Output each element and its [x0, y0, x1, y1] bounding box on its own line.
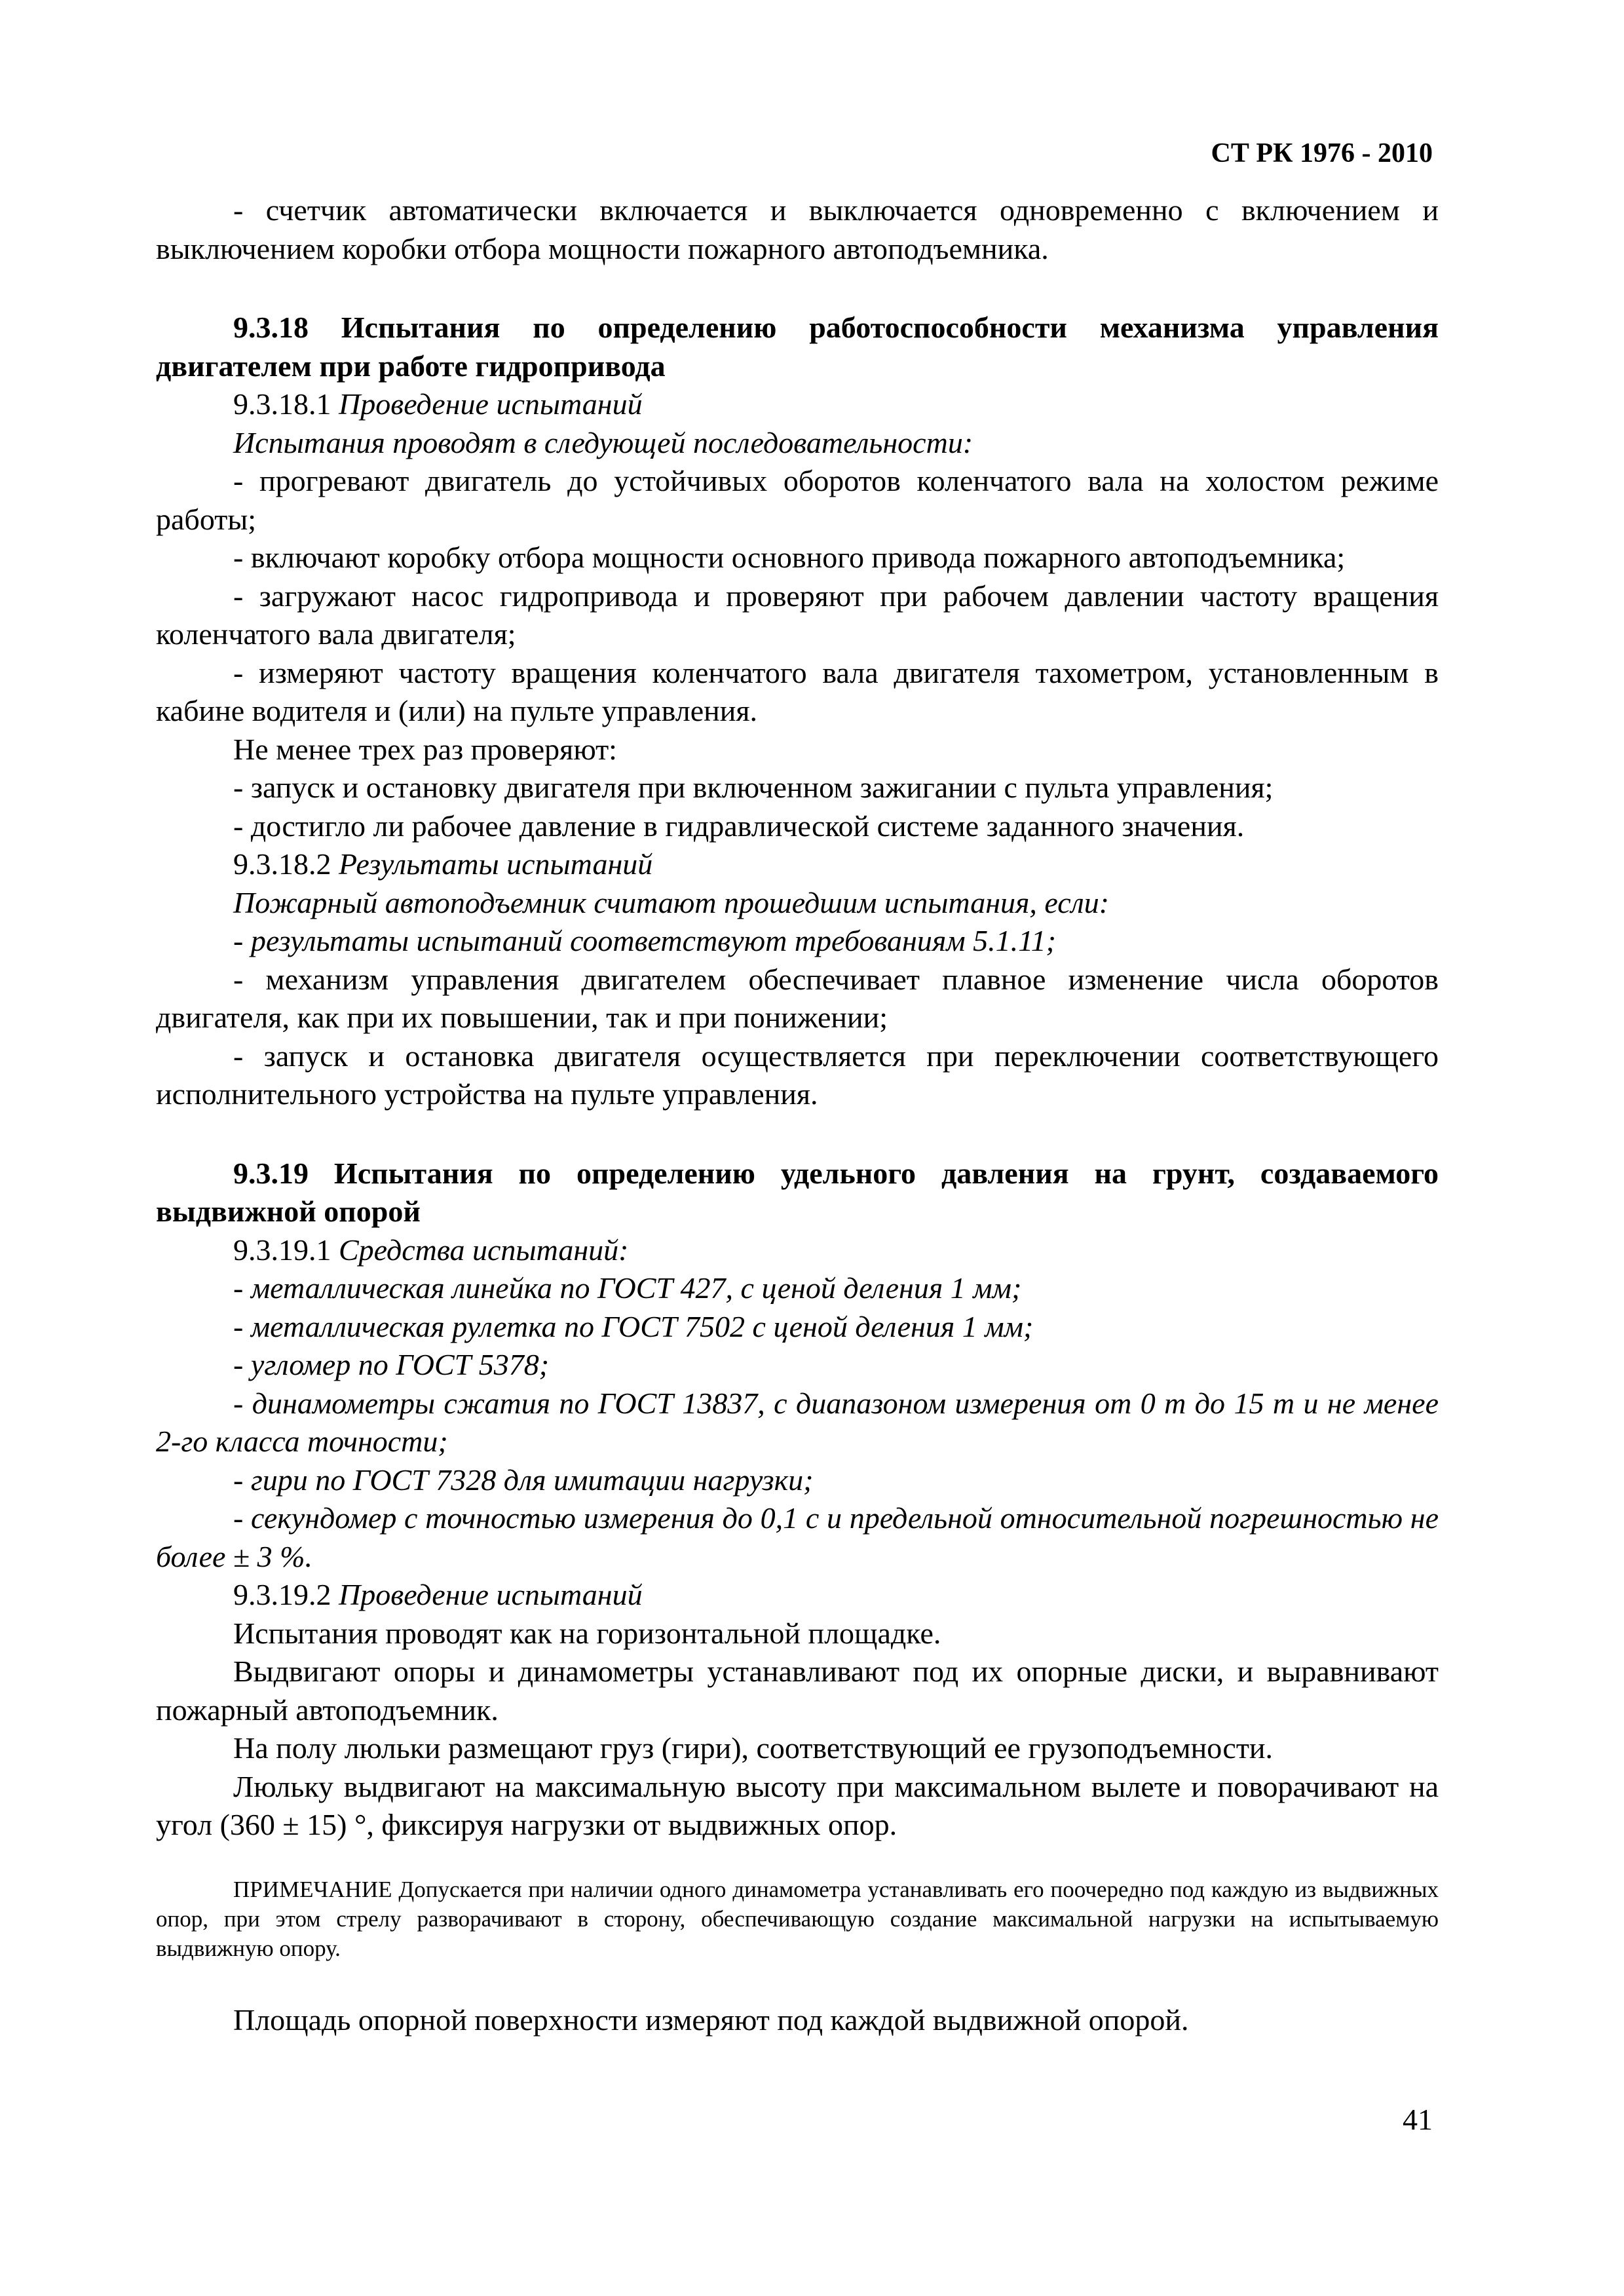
subsection-9-3-18-2 [156, 845, 1439, 884]
paragraph-counter: - счетчик автоматически включается и выключается одновременно с включением и выключением коробки отбора мощности пожарного автоподъемника. [156, 193, 1439, 265]
page-number: 41 [1403, 2103, 1433, 2136]
subsection-title: Проведение испытаний [339, 1578, 643, 1611]
sequence-intro: Испытания проводят в следующей последовательности: [233, 425, 973, 459]
list-item: - результаты испытаний соответствуют требованиям 5.1.11; [233, 924, 1056, 957]
standard-code-header: СТ РК 1976 - 2010 [1211, 138, 1433, 168]
subsection-9-3-19-1 [156, 1231, 1439, 1270]
list-item: - прогревают двигатель до устойчивых оборотов коленчатого вала на холостом режиме работы; [156, 464, 1439, 536]
list-item: - включают коробку отбора мощности основного привода пожарного автоподъемника; [233, 541, 1346, 574]
document-body [156, 191, 1439, 2039]
results-intro: Пожарный автоподъемник считают прошедшим испытания, если: [233, 885, 1110, 919]
list-item: - достигло ли рабочее давление в гидравлической системе заданного значения. [233, 809, 1245, 843]
list-item: - динамометры сжатия по ГОСТ 13837, с диапазоном измерения от 0 т до 15 т и не менее 2-го класса точности; [156, 1386, 1439, 1458]
subsection-number: 9.3.18.2 [233, 847, 331, 881]
list-item: - гири по ГОСТ 7328 для имитации нагрузки; [233, 1463, 814, 1497]
section-heading-9-3-19: 9.3.19 Испытания по определению удельного давления на грунт, создаваемого выдвижной опорой [156, 1156, 1439, 1228]
paragraph: Люльку выдвигают на максимальную высоту при максимальном вылете и поворачивают на угол (360 ± 15) °, фиксируя нагрузки от выдвижных опор. [156, 1769, 1439, 1841]
list-item: - угломер по ГОСТ 5378; [233, 1348, 550, 1381]
subsection-title: Средства испытаний: [339, 1233, 629, 1267]
list-item: - металлическая линейка по ГОСТ 427, с ценой деления 1 мм; [233, 1271, 1022, 1305]
subsection-9-3-18-1 [156, 385, 1439, 424]
subsection-number: 9.3.19.2 [233, 1578, 331, 1611]
list-item: - измеряют частоту вращения коленчатого вала двигателя тахометром, установленным в кабине водителя и (или) на пульте управления. [156, 655, 1439, 727]
final-paragraph: Площадь опорной поверхности измеряют под каждой выдвижной опорой. [233, 2002, 1189, 2037]
subsection-number: 9.3.18.1 [233, 387, 331, 421]
note-paragraph: ПРИМЕЧАНИЕ Допускается при наличии одного динамометра устанавливать его поочередно под каждую из выдвижных опор, при этом стрелу разворачивают в сторону, обеспечивающую создание максимальной нагрузки на испытываемую выдвижную опору. [156, 1876, 1439, 1961]
list-item: - металлическая рулетка по ГОСТ 7502 с ценой деления 1 мм; [233, 1309, 1034, 1343]
subsection-number: 9.3.19.1 [233, 1233, 331, 1267]
paragraph: Испытания проводят как на горизонтальной площадке. [233, 1616, 941, 1650]
subsection-9-3-19-2 [156, 1576, 1439, 1615]
subsection-title: Проведение испытаний [339, 387, 643, 421]
paragraph: Выдвигают опоры и динамометры устанавливают под их опорные диски, и выравнивают пожарный автоподъемник. [156, 1655, 1439, 1727]
check-intro: Не менее трех раз проверяют: [233, 732, 617, 766]
subsection-title: Результаты испытаний [339, 847, 653, 881]
list-item: - механизм управления двигателем обеспечивает плавное изменение числа оборотов двигателя, как при их повышении, так и при понижении; [156, 962, 1439, 1034]
list-item: - запуск и остановку двигателя при включенном зажигании с пульта управления; [233, 771, 1274, 804]
section-heading-9-3-18: 9.3.18 Испытания по определению работоспособности механизма управления двигателем при работе гидропривода [156, 311, 1439, 383]
paragraph: На полу люльки размещают груз (гири), соответствующий ее грузоподъемности. [233, 1731, 1274, 1765]
list-item: - загружают насос гидропривода и проверяют при рабочем давлении частоту вращения коленчатого вала двигателя; [156, 579, 1439, 651]
list-item: - запуск и остановка двигателя осуществляется при переключении соответствующего исполнительного устройства на пульте управления. [156, 1039, 1439, 1111]
list-item: - секундомер с точностью измерения до 0,1 с и предельной относительной погрешностью не более ± 3 %. [156, 1501, 1439, 1573]
